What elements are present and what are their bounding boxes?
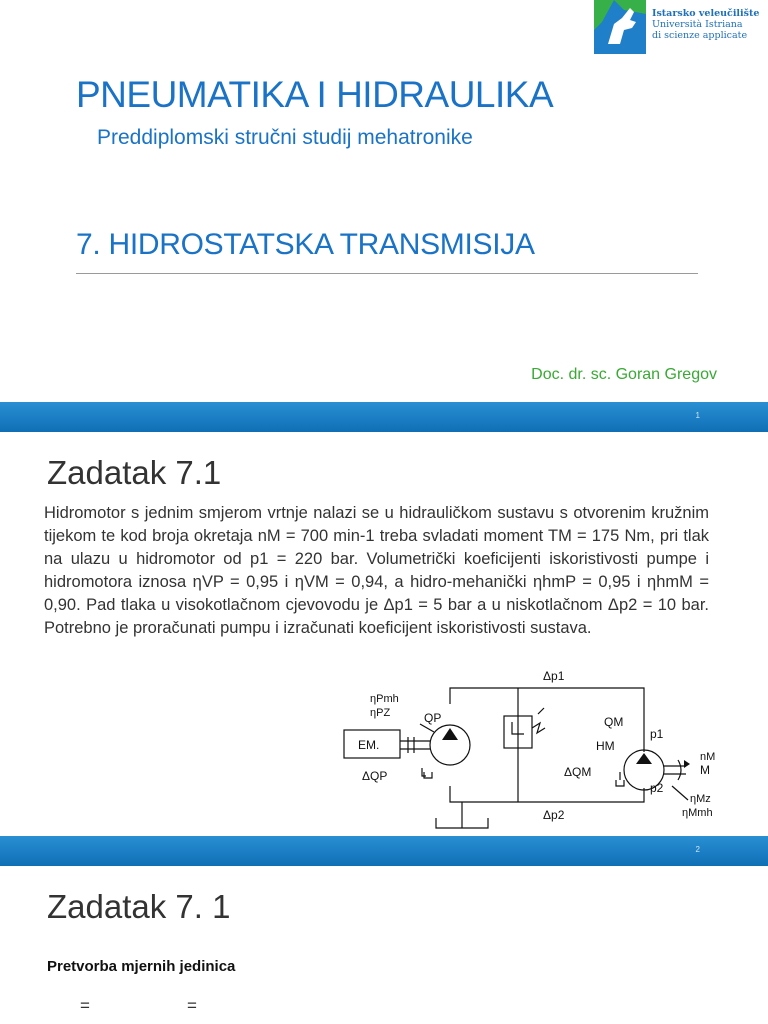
- dp1-label: Δp1: [543, 669, 565, 683]
- course-subtitle: Preddiplomski stručni studij mehatronike: [97, 126, 473, 149]
- slide-footer-band: [0, 402, 768, 432]
- eta-pz-label: ηPZ: [370, 707, 391, 719]
- slide-footer-band: [0, 836, 768, 866]
- page-number: 1: [695, 411, 700, 420]
- goat-logo-icon: [594, 0, 646, 54]
- title-divider: [76, 273, 698, 274]
- task-slide: [0, 432, 768, 836]
- qp-label: QP: [424, 711, 442, 725]
- conversion-slide: [0, 866, 768, 1024]
- author-name: Doc. dr. sc. Goran Gregov: [531, 366, 717, 383]
- section-heading: Pretvorba mjernih jedinica: [47, 958, 236, 975]
- eta-mmh-label: ηMmh: [682, 807, 713, 819]
- equals-sign-2: =: [187, 996, 197, 1015]
- task-description: Hidromotor s jednim smjerom vrtnje nalazi se u hidrauličkom sustavu s otvorenim kružnim tijekom te kod broja okretaja nM = 700 min-1 treba svladati moment TM = 175 Nm, pri tlak na ulazu u hidromotor od p1 = 220 bar. Volumetrički koeficijenti iskoristivosti pumpe i hidromotora iznosa ηVP = 0,95 i ηVM = 0,94, a hidro-mehanički ηhmP = 0,95 i ηhmM = 0,90. Pad tlaka u visokotlačnom cjevovodu je Δp1 = 5 bar a u niskotlačnom Δp2 = 10 bar. Potrebno je proračunati pumpu i izračunati koeficijent iskoristivosti sustava.: [44, 504, 709, 637]
- logo-line-2: Università Istriana: [652, 19, 743, 30]
- dqp-label: ΔQP: [362, 769, 388, 783]
- equals-sign-1: =: [80, 996, 90, 1015]
- institution-name: [652, 8, 759, 41]
- hydraulic-circuit-diagram: [338, 668, 738, 830]
- m-label: M: [700, 763, 710, 777]
- hm-label: HM: [596, 739, 615, 753]
- logo-line-1: Istarsko veleučilište: [652, 8, 760, 19]
- chapter-title: 7. HIDROSTATSKA TRANSMISIJA: [76, 228, 535, 261]
- course-title: PNEUMATIKA I HIDRAULIKA: [76, 74, 554, 115]
- qm-label: QM: [604, 715, 624, 729]
- eta-pmh-label: ηPmh: [370, 693, 399, 705]
- p2-label: p2: [650, 781, 664, 795]
- title-slide: [0, 0, 768, 402]
- nm-label: nM: [700, 751, 716, 763]
- eta-mz-label: ηMz: [690, 793, 711, 805]
- dp2-label: Δp2: [543, 808, 565, 822]
- page-number: 2: [695, 845, 700, 854]
- task-title: Zadatak 7.1: [47, 454, 222, 491]
- p1-label: p1: [650, 727, 664, 741]
- institution-logo: [594, 0, 768, 54]
- em-label: EM.: [358, 738, 380, 752]
- logo-line-3: di scienze applicate: [652, 30, 748, 41]
- task-title: Zadatak 7. 1: [47, 888, 231, 925]
- dqm-label: ΔQM: [564, 765, 592, 779]
